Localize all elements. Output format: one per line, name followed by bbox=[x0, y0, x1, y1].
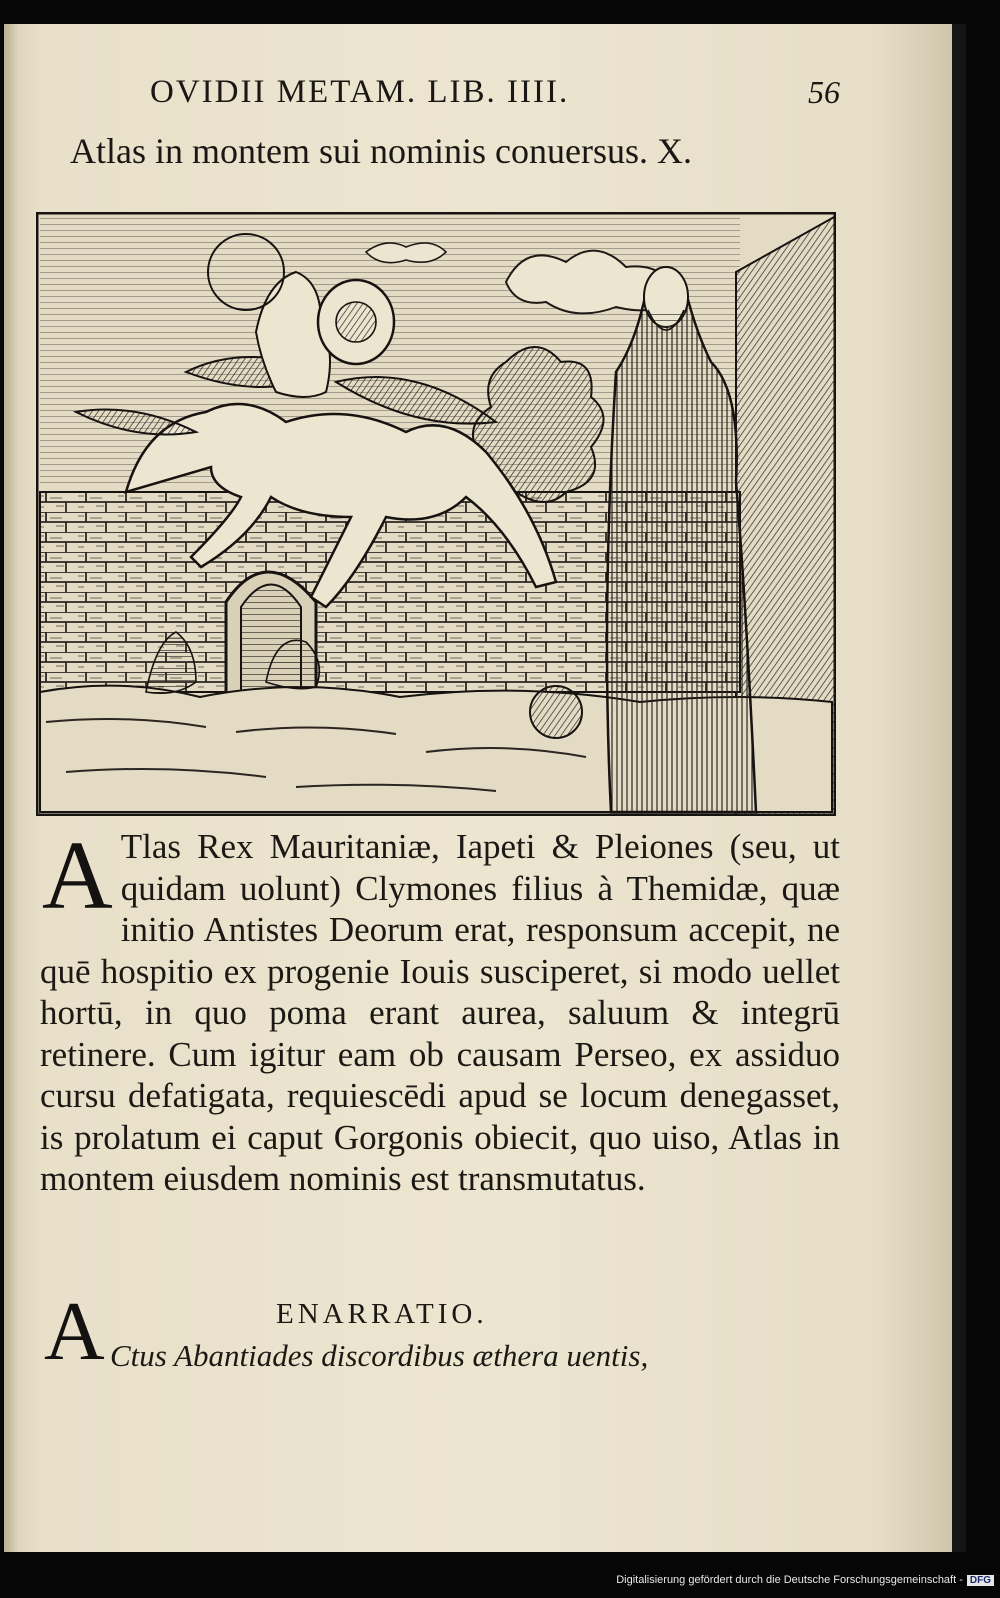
enarratio-heading: ENARRATIO. bbox=[276, 1298, 488, 1330]
dfg-logo-icon: DFG bbox=[967, 1575, 994, 1586]
page-number: 56 bbox=[808, 74, 840, 110]
footer-credit: Digitalisierung gefördert durch die Deutsche Forschungsgemeinschaft - bbox=[616, 1574, 963, 1586]
running-head: OVIDII METAM. LIB. IIII. bbox=[150, 74, 570, 110]
illustration-caption: Atlas in montem sui nominis conuersus. X. bbox=[70, 131, 692, 171]
main-paragraph bbox=[40, 822, 840, 1200]
paragraph-text: Tlas Rex Mauritaniæ, Iapeti & Pleiones (seu, ut quidam uolunt) Clymones filius à Themidæ, quæ initio Antistes Deorum erat, responsum accepit, ne quē hospitio ex progenie Iouis susciperet, si modo uellet hortū, in quo poma erant aurea, saluum & integrū retinere. Cum igitur eam ob causam Perseo, ex assiduo cursu defatigata, requiescēdi apud se locum denegasset, is prolatum ei caput Gorgonis obiecit, quo uiso, Atlas in montem eiusdem nominis est transmutatus. bbox=[40, 827, 840, 1198]
woodcut-illustration bbox=[36, 212, 836, 816]
page-gutter bbox=[4, 24, 20, 1552]
enarratio-initial: A bbox=[44, 1285, 105, 1378]
digitization-footer bbox=[0, 1574, 994, 1598]
enarratio-verse: Ctus Abantiades discordibus æthera uentis, bbox=[110, 1338, 649, 1373]
drop-capital: A bbox=[42, 822, 113, 930]
